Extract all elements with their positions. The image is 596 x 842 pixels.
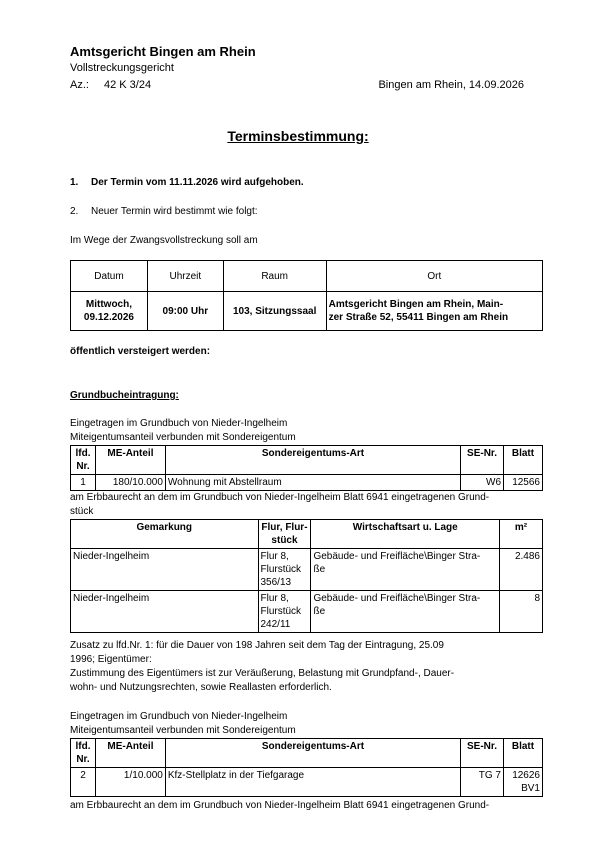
- cell-se-nr: TG 7: [461, 768, 504, 797]
- erbbaurecht-line1: am Erbbaurecht an dem im Grundbuch von Nieder-Ingelheim Blatt 6941 eingetragenen Grund-: [70, 492, 490, 503]
- cell-flur-line2: Flurstück: [260, 606, 302, 617]
- header-lfd-line1: lfd.: [75, 448, 91, 459]
- header-m2: m²: [500, 520, 543, 549]
- file-number-label: Az.:: [70, 79, 89, 91]
- header-flur: [258, 520, 311, 549]
- appointment-location-line1: Amtsgericht Bingen am Rhein, Main-: [328, 299, 504, 310]
- cell-flur: [258, 549, 311, 591]
- cell-gemarkung: Nieder-Ingelheim: [71, 591, 259, 633]
- cell-wirtschaftsart-line2: ße: [313, 606, 326, 617]
- item-one-text: Der Termin vom 11.11.2026 wird aufgehoben.: [91, 177, 304, 188]
- zusatz-line4: wohn- und Nutzungsrechten, sowie Reallasten erforderlich.: [70, 682, 332, 693]
- header-me-anteil: ME-Anteil: [95, 739, 165, 768]
- cell-flur: [258, 591, 311, 633]
- block1-register-line: Eingetragen im Grundbuch von Nieder-Ingelheim: [70, 418, 288, 429]
- header-sondereigentum-art: Sondereigentums-Art: [165, 739, 460, 768]
- cell-flur-line3: 356/13: [260, 577, 292, 588]
- cell-m2: 8: [500, 591, 543, 633]
- cell-flur-line3: 242/11: [260, 619, 291, 630]
- cell-m2: 2.486: [500, 549, 543, 591]
- cell-wirtschaftsart-line2: ße: [313, 564, 326, 575]
- condo-table-1: [70, 445, 543, 491]
- place-date: Bingen am Rhein, 14.09.2026: [378, 79, 524, 91]
- court-department: Vollstreckungsgericht: [70, 62, 174, 74]
- header-blatt: Blatt: [503, 739, 542, 768]
- header-wirtschaftsart: Wirtschaftsart u. Lage: [311, 520, 500, 549]
- header-se-nr: SE-Nr.: [461, 739, 504, 768]
- header-lfd: [71, 739, 96, 768]
- header-uhrzeit: Uhrzeit: [147, 261, 223, 292]
- cell-wirtschaftsart-line1: Gebäude- und Freifläche\Binger Stra-: [313, 551, 481, 562]
- header-ort: Ort: [326, 261, 542, 292]
- condo-table-2: [70, 738, 543, 797]
- land-register-heading: Grundbucheintragung:: [70, 390, 179, 401]
- header-blatt: Blatt: [504, 446, 543, 475]
- file-number-value: 42 K 3/24: [104, 79, 152, 91]
- header-lfd: [71, 446, 96, 475]
- cell-wirtschaftsart: [311, 591, 500, 633]
- cell-wirtschaftsart-line1: Gebäude- und Freifläche\Binger Stra-: [313, 593, 481, 604]
- header-se-nr: SE-Nr.: [461, 446, 504, 475]
- header-flur-line1: Flur, Flur-: [261, 522, 308, 533]
- cell-wirtschaftsart: [311, 549, 500, 591]
- cell-blatt-line1: 12626: [512, 770, 540, 781]
- cell-lfd: 1: [71, 475, 96, 491]
- item-one-number: 1.: [70, 177, 79, 188]
- appointment-room: 103, Sitzungssaal: [223, 292, 326, 331]
- block1-share-line: Miteigentumsanteil verbunden mit Sondereigentum: [70, 432, 296, 443]
- erbbaurecht2-line1: am Erbbaurecht an dem im Grundbuch von Nieder-Ingelheim Blatt 6941 eingetragenen Grund-: [70, 800, 490, 811]
- table-row: [71, 475, 543, 491]
- cell-flur-line1: Flur 8,: [260, 593, 289, 604]
- appointment-day: 09.12.2026: [83, 312, 134, 323]
- cell-blatt: [503, 768, 542, 797]
- erbbaurecht-line2: stück: [70, 506, 94, 517]
- table-row: [71, 768, 543, 797]
- court-name: Amtsgericht Bingen am Rhein: [70, 44, 256, 59]
- header-lfd-line2: Nr.: [76, 461, 90, 472]
- cell-me-anteil: 1/10.000: [95, 768, 165, 797]
- cell-flur-line2: Flurstück: [260, 564, 302, 575]
- block2-register-line: Eingetragen im Grundbuch von Nieder-Ingelheim: [70, 711, 288, 722]
- cell-gemarkung: Nieder-Ingelheim: [71, 549, 259, 591]
- header-flur-line2: stück: [271, 535, 298, 546]
- appointment-location: [326, 292, 542, 331]
- zusatz-line2: 1996; Eigentümer:: [70, 654, 152, 665]
- document-title: Terminsbestimmung:: [227, 128, 369, 144]
- header-lfd-line2: Nr.: [76, 754, 90, 765]
- appointment-date: [71, 292, 148, 331]
- parcel-table: [70, 519, 543, 633]
- appointment-time: 09:00 Uhr: [147, 292, 223, 331]
- header-gemarkung: Gemarkung: [71, 520, 259, 549]
- header-me-anteil: ME-Anteil: [95, 446, 165, 475]
- header-lfd-line1: lfd.: [75, 741, 91, 752]
- cell-art: Kfz-Stellplatz in der Tiefgarage: [165, 768, 460, 797]
- zusatz-line3: Zustimmung des Eigentümers ist zur Veräußerung, Belastung mit Grundpfand-, Dauer-: [70, 668, 455, 679]
- appointment-table: [70, 260, 543, 331]
- auction-intro: Im Wege der Zwangsvollstreckung soll am: [70, 235, 258, 246]
- cell-flur-line1: Flur 8,: [260, 551, 289, 562]
- header-raum: Raum: [223, 261, 326, 292]
- item-two-number: 2.: [70, 206, 79, 217]
- cell-se-nr: W6: [461, 475, 504, 491]
- header-datum: Datum: [71, 261, 148, 292]
- cell-blatt: 12566: [504, 475, 543, 491]
- table-row: [71, 549, 543, 591]
- item-two-text: Neuer Termin wird bestimmt wie folgt:: [91, 206, 258, 217]
- header-sondereigentum-art: Sondereigentums-Art: [165, 446, 460, 475]
- appointment-location-line2: zer Straße 52, 55411 Bingen am Rhein: [328, 312, 509, 323]
- auction-statement: öffentlich versteigert werden:: [70, 346, 211, 357]
- cell-me-anteil: 180/10.000: [95, 475, 165, 491]
- cell-art: Wohnung mit Abstellraum: [165, 475, 460, 491]
- table-row: [71, 591, 543, 633]
- appointment-weekday: Mittwoch,: [85, 299, 132, 310]
- block2-share-line: Miteigentumsanteil verbunden mit Sondereigentum: [70, 725, 296, 736]
- cell-lfd: 2: [71, 768, 96, 797]
- cell-blatt-line2: BV1: [521, 783, 540, 794]
- zusatz-line1: Zusatz zu lfd.Nr. 1: für die Dauer von 198 Jahren seit dem Tag der Eintragung, 25.09: [70, 640, 444, 651]
